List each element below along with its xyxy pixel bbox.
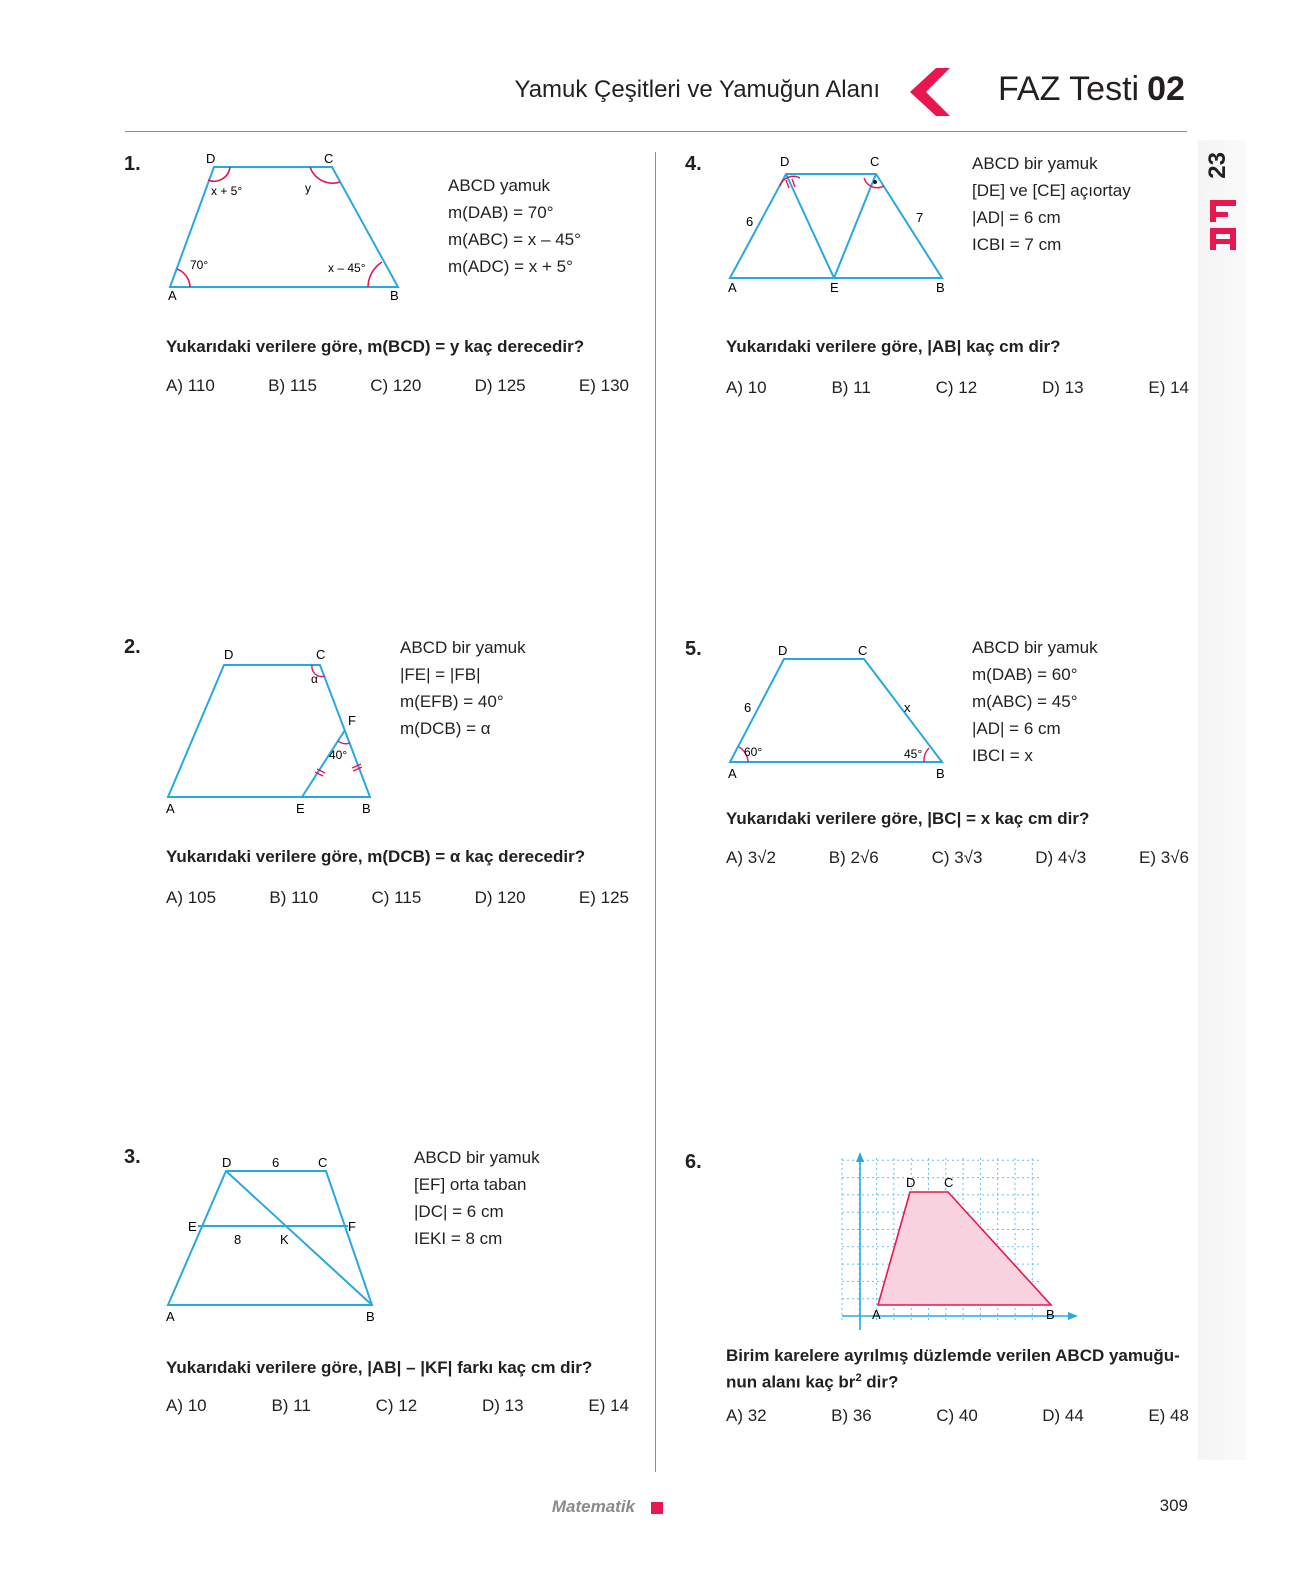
- choice-a[interactable]: A) 3√2: [726, 848, 776, 867]
- side-tab: [1198, 140, 1246, 1460]
- vertex-c: C: [944, 1175, 954, 1190]
- choice-a[interactable]: A) 110: [166, 376, 215, 395]
- vertex-d: D: [906, 1175, 916, 1190]
- choice-e[interactable]: E) 3√6: [1139, 848, 1189, 867]
- vertex-a: A: [728, 766, 737, 781]
- angle-c-label: α: [311, 672, 318, 686]
- question-6-number: 6.: [685, 1151, 702, 1173]
- choice-a[interactable]: A) 10: [726, 378, 767, 397]
- question-6-figure: [836, 1150, 1082, 1338]
- angle-c-label: y: [305, 181, 311, 195]
- ad-length-label: 6: [746, 214, 754, 229]
- vertex-d: D: [222, 1155, 232, 1170]
- given-line: m(ABC) = 45°: [972, 692, 1078, 711]
- vertex-b: B: [936, 280, 945, 295]
- vertex-d: D: [206, 151, 216, 166]
- given-line: ABCD bir yamuk: [972, 638, 1098, 657]
- choice-e[interactable]: E) 14: [588, 1396, 629, 1415]
- vertex-e: E: [188, 1219, 197, 1234]
- question-3-number: 3.: [124, 1146, 141, 1168]
- choice-b[interactable]: B) 11: [831, 378, 871, 397]
- question-5-choices: [726, 848, 1189, 868]
- given-line: |DC| = 6 cm: [414, 1202, 504, 1221]
- question-5-figure: [724, 640, 956, 785]
- choice-d[interactable]: D) 44: [1042, 1406, 1084, 1425]
- vertex-a: A: [168, 288, 177, 303]
- vertex-f: F: [348, 1219, 356, 1234]
- angle-a-label: 70°: [190, 258, 209, 272]
- ek-length-label: 8: [234, 1232, 242, 1247]
- question-3-given: [414, 1144, 540, 1252]
- bc-length-label: x: [904, 700, 911, 715]
- given-line: |AD| = 6 cm: [972, 208, 1061, 227]
- given-line: [DE] ve [CE] açıortay: [972, 181, 1131, 200]
- choice-c[interactable]: C) 12: [375, 1396, 418, 1415]
- choice-a[interactable]: A) 10: [166, 1396, 207, 1415]
- vertex-c: C: [870, 154, 880, 169]
- chevron-left-icon: [906, 68, 952, 116]
- question-6-choices: [726, 1406, 1189, 1426]
- question-3-text: Yukarıdaki verilere göre, |AB| – |KF| farkı kaç cm dir?: [166, 1358, 593, 1377]
- question-1-given: [448, 172, 581, 280]
- question-5-number: 5.: [685, 638, 702, 660]
- section-title: Yamuk Çeşitleri ve Yamuğun Alanı: [514, 76, 880, 103]
- cb-length-label: 7: [916, 210, 924, 225]
- given-line: m(DAB) = 60°: [972, 665, 1078, 684]
- side-tab-number: 23: [1204, 152, 1231, 179]
- given-line: m(EFB) = 40°: [400, 692, 504, 711]
- vertex-b: B: [936, 766, 945, 781]
- test-title: [998, 70, 1185, 109]
- choice-d[interactable]: D) 120: [474, 888, 526, 907]
- vertex-c: C: [324, 151, 334, 166]
- vertex-c: C: [316, 647, 326, 662]
- question-line: nun alanı kaç $br^2$ dir?: [726, 1372, 899, 1392]
- choice-a[interactable]: A) 105: [166, 888, 217, 907]
- footer-subject: Matematik: [551, 1497, 635, 1516]
- choice-d[interactable]: D) 125: [474, 376, 526, 395]
- vertex-e: E: [830, 280, 839, 295]
- choice-d[interactable]: D) 13: [481, 1396, 524, 1415]
- choice-c[interactable]: C) 40: [936, 1406, 978, 1425]
- given-line: m(DAB) = 70°: [448, 203, 554, 222]
- choice-b[interactable]: B) 36: [831, 1406, 872, 1425]
- question-4-number: 4.: [685, 153, 702, 175]
- given-line: IEKI = 8 cm: [414, 1229, 503, 1248]
- ad-length-label: 6: [744, 700, 752, 715]
- question-1-choices: [166, 376, 629, 396]
- dc-length-label: 6: [272, 1155, 280, 1170]
- vertex-c: C: [858, 643, 868, 658]
- vertex-b: B: [366, 1309, 375, 1324]
- choice-e[interactable]: E) 125: [578, 888, 629, 907]
- question-3-choices: [166, 1396, 629, 1416]
- page-number: 309: [1159, 1496, 1188, 1515]
- test-label: FAZ Testi: [998, 70, 1140, 108]
- column-divider: [655, 152, 656, 1472]
- question-line: Birim karelere ayrılmış düzlemde verilen ABCD yamuğu-: [726, 1346, 1180, 1365]
- vertex-a: A: [728, 280, 737, 295]
- faz-logo-icon: [1208, 198, 1238, 254]
- angle-f-label: 40°: [329, 748, 348, 762]
- question-2-choices: [166, 888, 629, 908]
- vertex-b: B: [390, 288, 399, 303]
- choice-e[interactable]: E) 130: [578, 376, 629, 395]
- choice-d[interactable]: D) 13: [1041, 378, 1084, 397]
- question-5-text: Yukarıdaki verilere göre, |BC| = x kaç cm dir?: [726, 809, 1090, 828]
- given-line: m(ABC) = x – 45°: [448, 230, 581, 249]
- choice-b[interactable]: B) 2√6: [828, 848, 879, 867]
- question-2-figure: [162, 645, 392, 820]
- given-line: ABCD bir yamuk: [972, 154, 1098, 173]
- question-2-text: Yukarıdaki verilere göre, m(DCB) = α kaç derecedir?: [166, 847, 586, 866]
- given-line: m(DCB) = α: [400, 719, 491, 738]
- choice-e[interactable]: E) 48: [1148, 1406, 1189, 1425]
- footer-square-icon: [651, 1502, 663, 1514]
- vertex-a: A: [166, 801, 175, 816]
- question-4-text: Yukarıdaki verilere göre, |AB| kaç cm dir?: [726, 337, 1061, 356]
- choice-e[interactable]: E) 14: [1148, 378, 1189, 397]
- given-line: [EF] orta taban: [414, 1175, 527, 1194]
- question-2-given: [400, 634, 526, 742]
- question-1-text: Yukarıdaki verilere göre, m(BCD) = y kaç derecedir?: [166, 337, 585, 356]
- choice-c[interactable]: C) 115: [371, 888, 422, 907]
- question-4-choices: [726, 378, 1189, 398]
- vertex-a: A: [166, 1309, 175, 1324]
- vertex-b: B: [362, 801, 371, 816]
- question-1-number: 1.: [124, 153, 141, 175]
- vertex-c: C: [318, 1155, 328, 1170]
- given-line: ABCD yamuk: [448, 176, 551, 195]
- given-line: m(ADC) = x + 5°: [448, 257, 573, 276]
- vertex-k: K: [280, 1232, 289, 1247]
- angle-d-label: x + 5°: [211, 184, 243, 198]
- choice-c[interactable]: C) 120: [370, 376, 422, 395]
- vertex-f: F: [348, 713, 356, 728]
- given-line: IBCI = x: [972, 746, 1033, 765]
- vertex-d: D: [780, 154, 790, 169]
- given-line: |FE| = |FB|: [400, 665, 481, 684]
- given-line: ABCD bir yamuk: [414, 1148, 540, 1167]
- choice-a[interactable]: A) 32: [726, 1406, 767, 1425]
- question-4-figure: [724, 152, 956, 302]
- question-3-figure: [162, 1155, 392, 1325]
- question-6-text: [726, 1345, 1196, 1394]
- choice-b[interactable]: B) 11: [271, 1396, 311, 1415]
- vertex-b: B: [1046, 1307, 1055, 1322]
- choice-c[interactable]: C) 12: [935, 378, 978, 397]
- given-line: |AD| = 6 cm: [972, 719, 1061, 738]
- vertex-d: D: [778, 643, 788, 658]
- choice-b[interactable]: B) 115: [268, 376, 317, 395]
- given-line: ABCD bir yamuk: [400, 638, 526, 657]
- vertex-d: D: [224, 647, 234, 662]
- angle-b-label: x – 45°: [328, 261, 366, 275]
- test-number: 02: [1147, 70, 1185, 108]
- header-divider: [125, 131, 1187, 132]
- vertex-e: E: [296, 801, 305, 816]
- angle-a-label: 60°: [744, 745, 763, 759]
- question-1-figure: [162, 150, 422, 305]
- given-line: ICBI = 7 cm: [972, 235, 1062, 254]
- question-4-given: [972, 150, 1131, 258]
- question-5-given: [972, 634, 1098, 769]
- question-2-number: 2.: [124, 636, 141, 658]
- choice-d[interactable]: D) 4√3: [1035, 848, 1087, 867]
- choice-b[interactable]: B) 110: [269, 888, 319, 907]
- choice-c[interactable]: C) 3√3: [931, 848, 983, 867]
- vertex-a: A: [872, 1307, 881, 1322]
- angle-b-label: 45°: [904, 747, 923, 761]
